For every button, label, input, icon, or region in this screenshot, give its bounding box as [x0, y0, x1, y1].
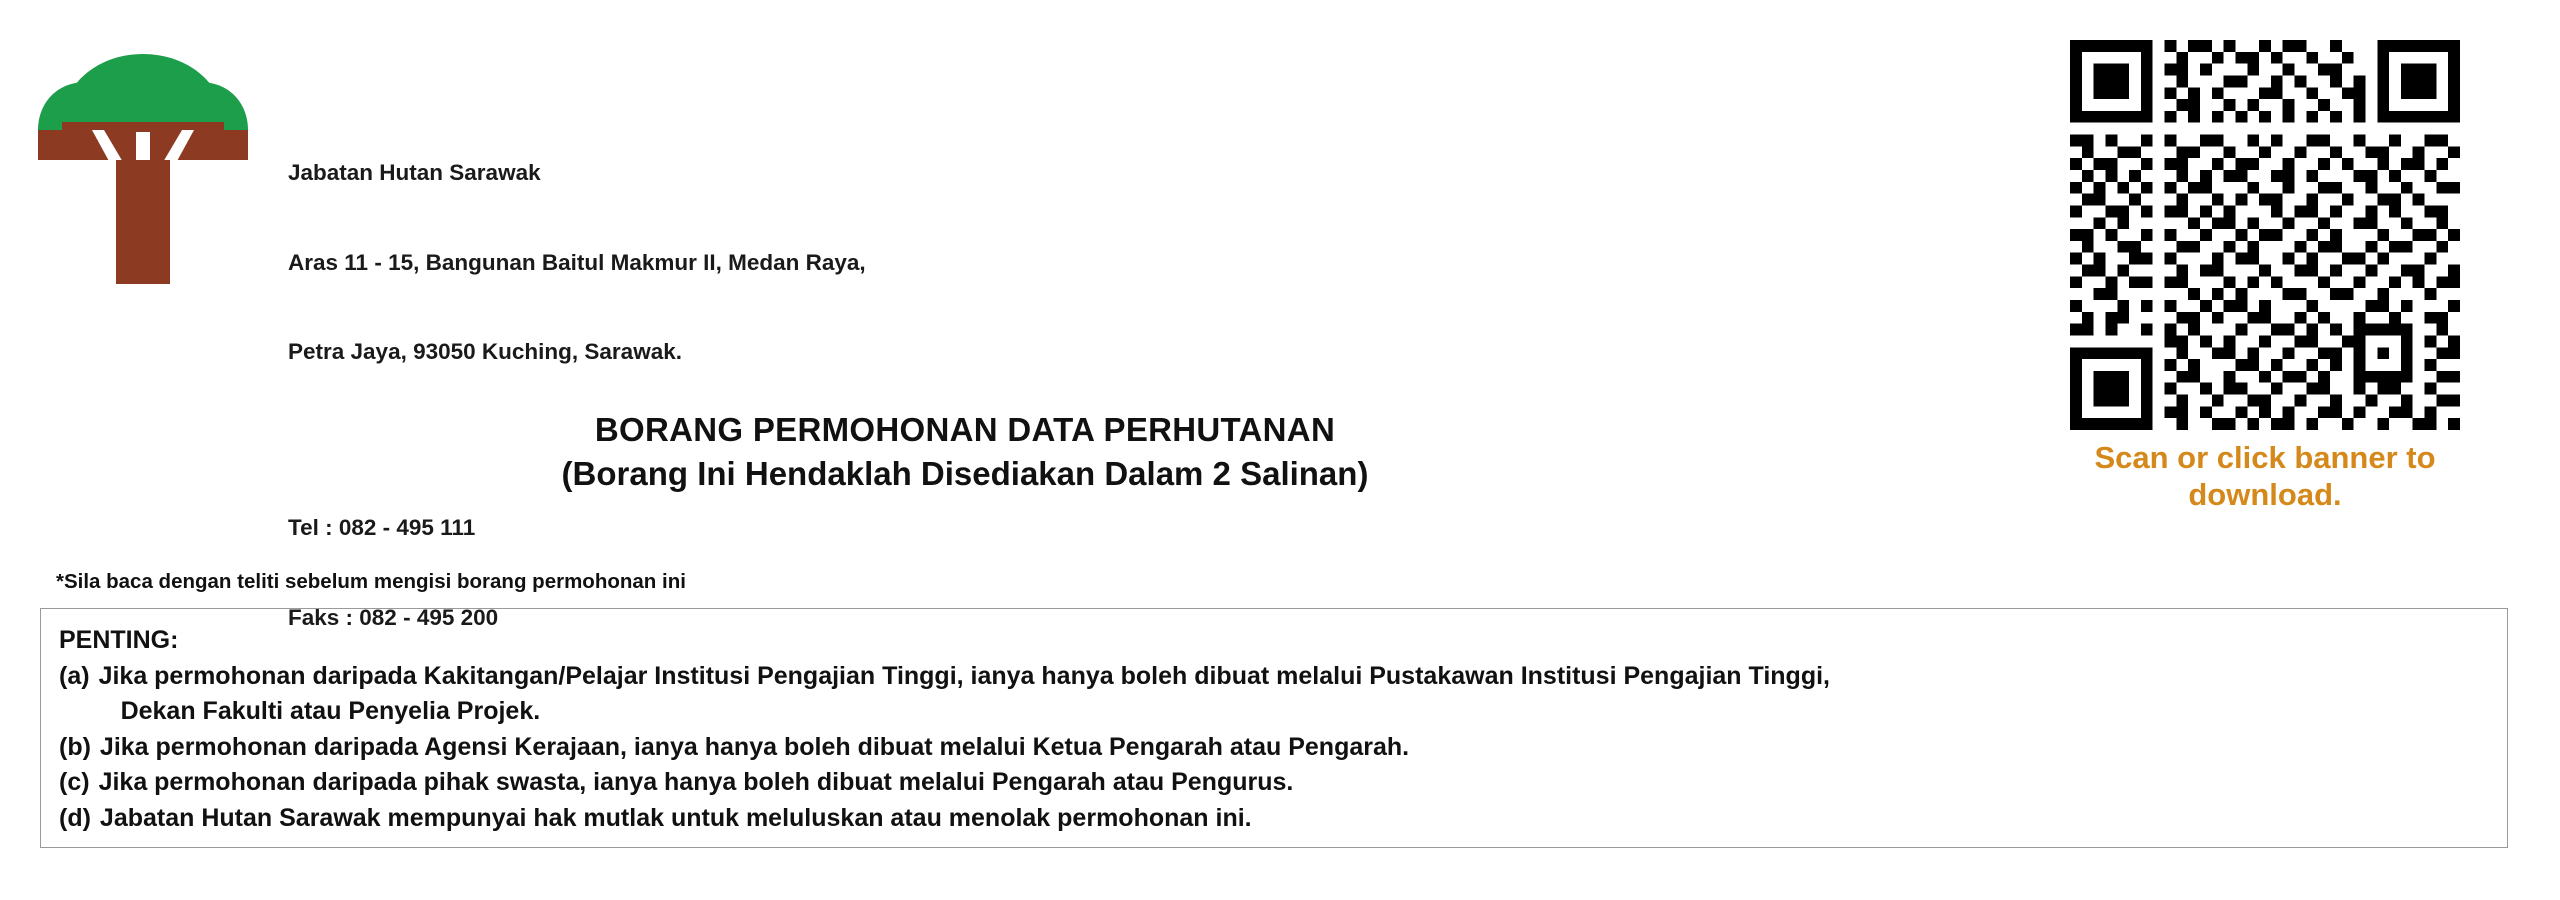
qr-banner[interactable]	[2050, 40, 2480, 513]
item-text: Jika permohonan daripada pihak swasta, ianya hanya boleh dibuat melalui Pengarah atau Pengurus.	[98, 768, 1294, 796]
page-subtitle: (Borang Ini Hendaklah Disediakan Dalam 2 Salinan)	[561, 454, 1369, 492]
item-text: Jika permohonan daripada Agensi Kerajaan, ianya hanya boleh dibuat melalui Ketua Pengarah atau Pengarah.	[99, 732, 1410, 761]
read-carefully-note: *Sila baca dengan teliti sebelum mengisi borang permohonan ini	[56, 570, 686, 593]
qr-caption-line-1: Scan or click banner to	[2094, 440, 2436, 475]
item-marker: (c)	[59, 768, 90, 796]
item-text	[99, 659, 2489, 730]
address-line-2: Petra Jaya, 93050 Kuching, Sarawak.	[288, 339, 682, 365]
important-item	[59, 765, 2489, 801]
fax-line: Faks : 082 - 495 200	[288, 604, 499, 630]
item-text-line-2: Dekan Fakulti atau Penyelia Projek.	[120, 697, 541, 725]
item-marker: (a)	[59, 661, 90, 690]
org-name: Jabatan Hutan Sarawak	[288, 159, 541, 185]
qr-banner-caption[interactable]	[2050, 440, 2480, 513]
forest-department-logo-icon	[38, 48, 248, 308]
qr-code-icon[interactable]	[2070, 40, 2460, 430]
page-title: BORANG PERMOHONAN DATA PERHUTANAN	[594, 411, 1336, 448]
important-heading: PENTING:	[59, 626, 179, 654]
item-text-line-1: Jika permohonan daripada Kakitangan/Pelajar Institusi Pengajian Tinggi, ianya hanya boleh dibuat melalui Pustakawan Institusi Pengajian Tinggi,	[98, 661, 1830, 690]
important-item	[59, 659, 2489, 730]
address-line-1: Aras 11 - 15, Bangunan Baitul Makmur II, Medan Raya,	[288, 249, 866, 275]
organization-address	[288, 98, 866, 693]
item-marker: (d)	[59, 803, 91, 832]
qr-caption-line-2: download.	[2188, 476, 2342, 512]
item-marker: (b)	[59, 732, 91, 761]
important-item	[59, 730, 2489, 766]
important-item	[59, 801, 2489, 837]
item-text: Jabatan Hutan Sarawak mempunyai hak mutlak untuk meluluskan atau menolak permohonan ini.	[99, 803, 1252, 832]
important-notice-box	[40, 608, 2508, 848]
telephone-line: Tel : 082 - 495 111	[288, 514, 476, 540]
address-spacer	[288, 427, 866, 453]
